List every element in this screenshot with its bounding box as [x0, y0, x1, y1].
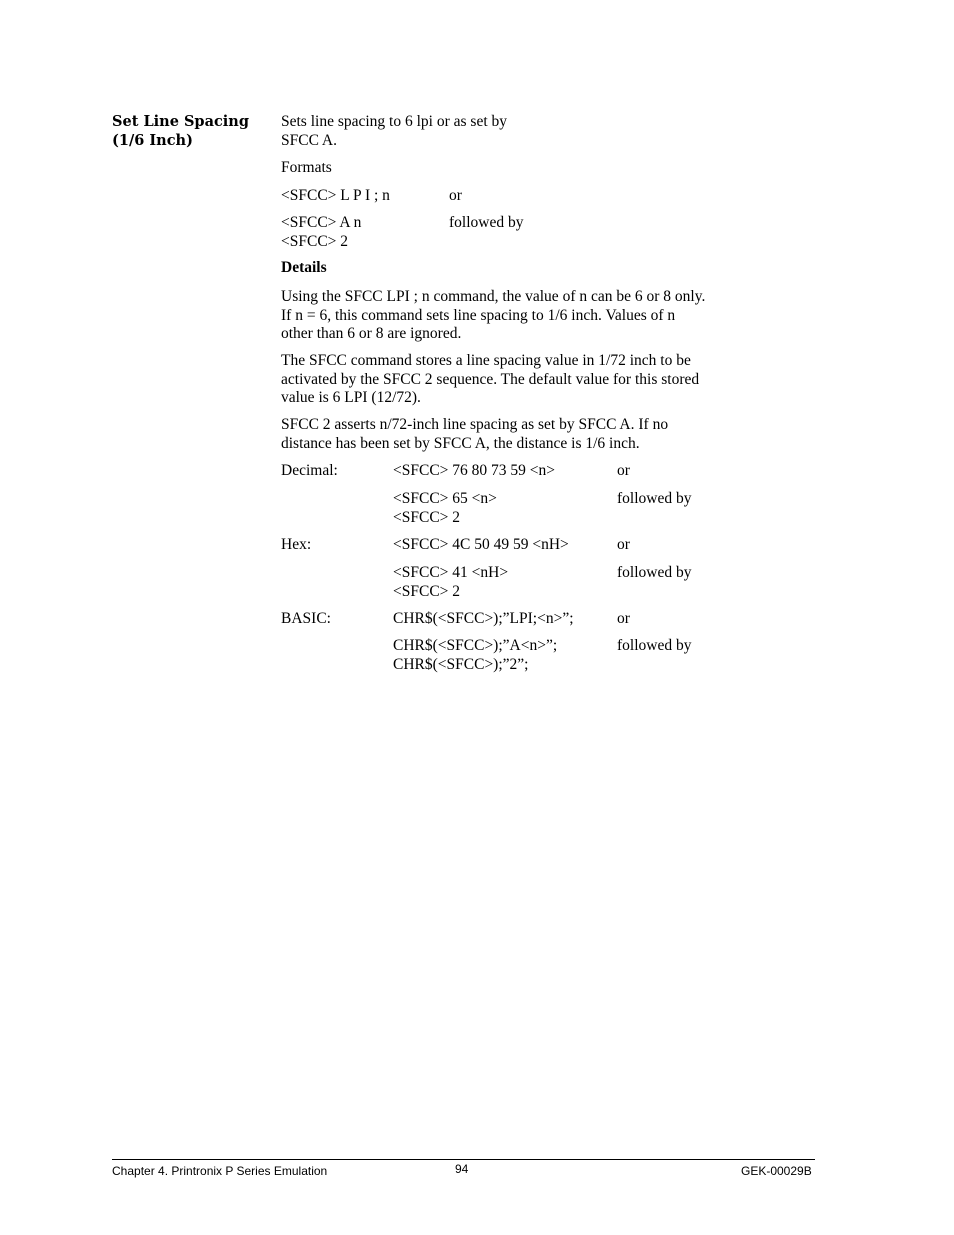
- paragraph-line: Using the SFCC LPI ; n command, the value of n can be 6 or 8 only.: [281, 288, 706, 305]
- footer-doc-id: GEK-00029B: [741, 1164, 812, 1178]
- code-sequence: [393, 637, 557, 674]
- code-sequence-line: CHR$(<SFCC>);”A<n>”;: [393, 637, 558, 654]
- code-note: or: [617, 610, 630, 627]
- code-sequence-line: CHR$(<SFCC>);”LPI;<n>”;: [393, 610, 574, 627]
- code-sequence-line: <SFCC> 76 80 73 59 <n>: [393, 462, 556, 479]
- paragraph-line: value is 6 LPI (12/72).: [281, 389, 421, 406]
- code-sequence: [393, 490, 497, 527]
- code-sequence-line: <SFCC> 2: [393, 508, 461, 526]
- format-command: [281, 187, 390, 206]
- intro-line: Sets line spacing to 6 lpi or as set by: [281, 113, 508, 130]
- formats-label: Formats: [281, 159, 332, 176]
- section-heading: [112, 112, 272, 150]
- paragraph-line: SFCC 2 asserts n/72-inch line spacing as set by SFCC A. If no: [281, 416, 669, 433]
- paragraph-line: If n = 6, this command sets line spacing to 1/6 inch. Values of n: [281, 306, 676, 324]
- code-note: or: [617, 462, 630, 479]
- details-label: Details: [281, 259, 327, 276]
- code-type-label: Decimal:: [281, 462, 338, 479]
- footer-page-number: 94: [455, 1162, 469, 1176]
- code-sequence-line: CHR$(<SFCC>);”2”;: [393, 655, 529, 673]
- section-heading-line1: Set Line Spacing: [112, 113, 249, 130]
- code-sequence-line: <SFCC> 65 <n>: [393, 490, 497, 507]
- details-paragraph: [281, 352, 811, 408]
- code-note: or: [617, 536, 630, 553]
- code-sequence: [393, 610, 574, 629]
- format-note: or: [449, 187, 462, 204]
- code-type-label: BASIC:: [281, 610, 331, 627]
- code-sequence-line: <SFCC> 2: [393, 582, 461, 600]
- paragraph-line: The SFCC command stores a line spacing value in 1/72 inch to be: [281, 352, 691, 369]
- footer-rule: [112, 1159, 815, 1160]
- details-paragraph: [281, 288, 811, 344]
- code-note: followed by: [617, 490, 692, 507]
- code-sequence-line: <SFCC> 41 <nH>: [393, 564, 509, 581]
- footer-chapter: Chapter 4. Printronix P Series Emulation: [112, 1164, 328, 1178]
- code-sequence: [393, 462, 555, 481]
- format-command-line: <SFCC> 2: [281, 232, 349, 250]
- code-note: followed by: [617, 637, 692, 654]
- code-sequence-line: <SFCC> 4C 50 49 59 <nH>: [393, 536, 569, 553]
- paragraph-line: distance has been set by SFCC A, the distance is 1/6 inch.: [281, 434, 640, 452]
- format-command-line: <SFCC> L P I ; n: [281, 187, 390, 204]
- code-type-label: Hex:: [281, 536, 312, 553]
- format-command: [281, 214, 361, 251]
- intro-line: SFCC A.: [281, 131, 338, 149]
- section-heading-line2: (1/6 Inch): [112, 132, 193, 149]
- code-note: followed by: [617, 564, 692, 581]
- code-sequence: [393, 564, 508, 601]
- details-paragraph: [281, 416, 811, 453]
- intro-paragraph: [281, 113, 811, 150]
- format-command-line: <SFCC> A n: [281, 214, 362, 231]
- format-note: followed by: [449, 214, 524, 231]
- paragraph-line: activated by the SFCC 2 sequence. The default value for this stored: [281, 370, 700, 388]
- paragraph-line: other than 6 or 8 are ignored.: [281, 325, 462, 342]
- code-sequence: [393, 536, 569, 555]
